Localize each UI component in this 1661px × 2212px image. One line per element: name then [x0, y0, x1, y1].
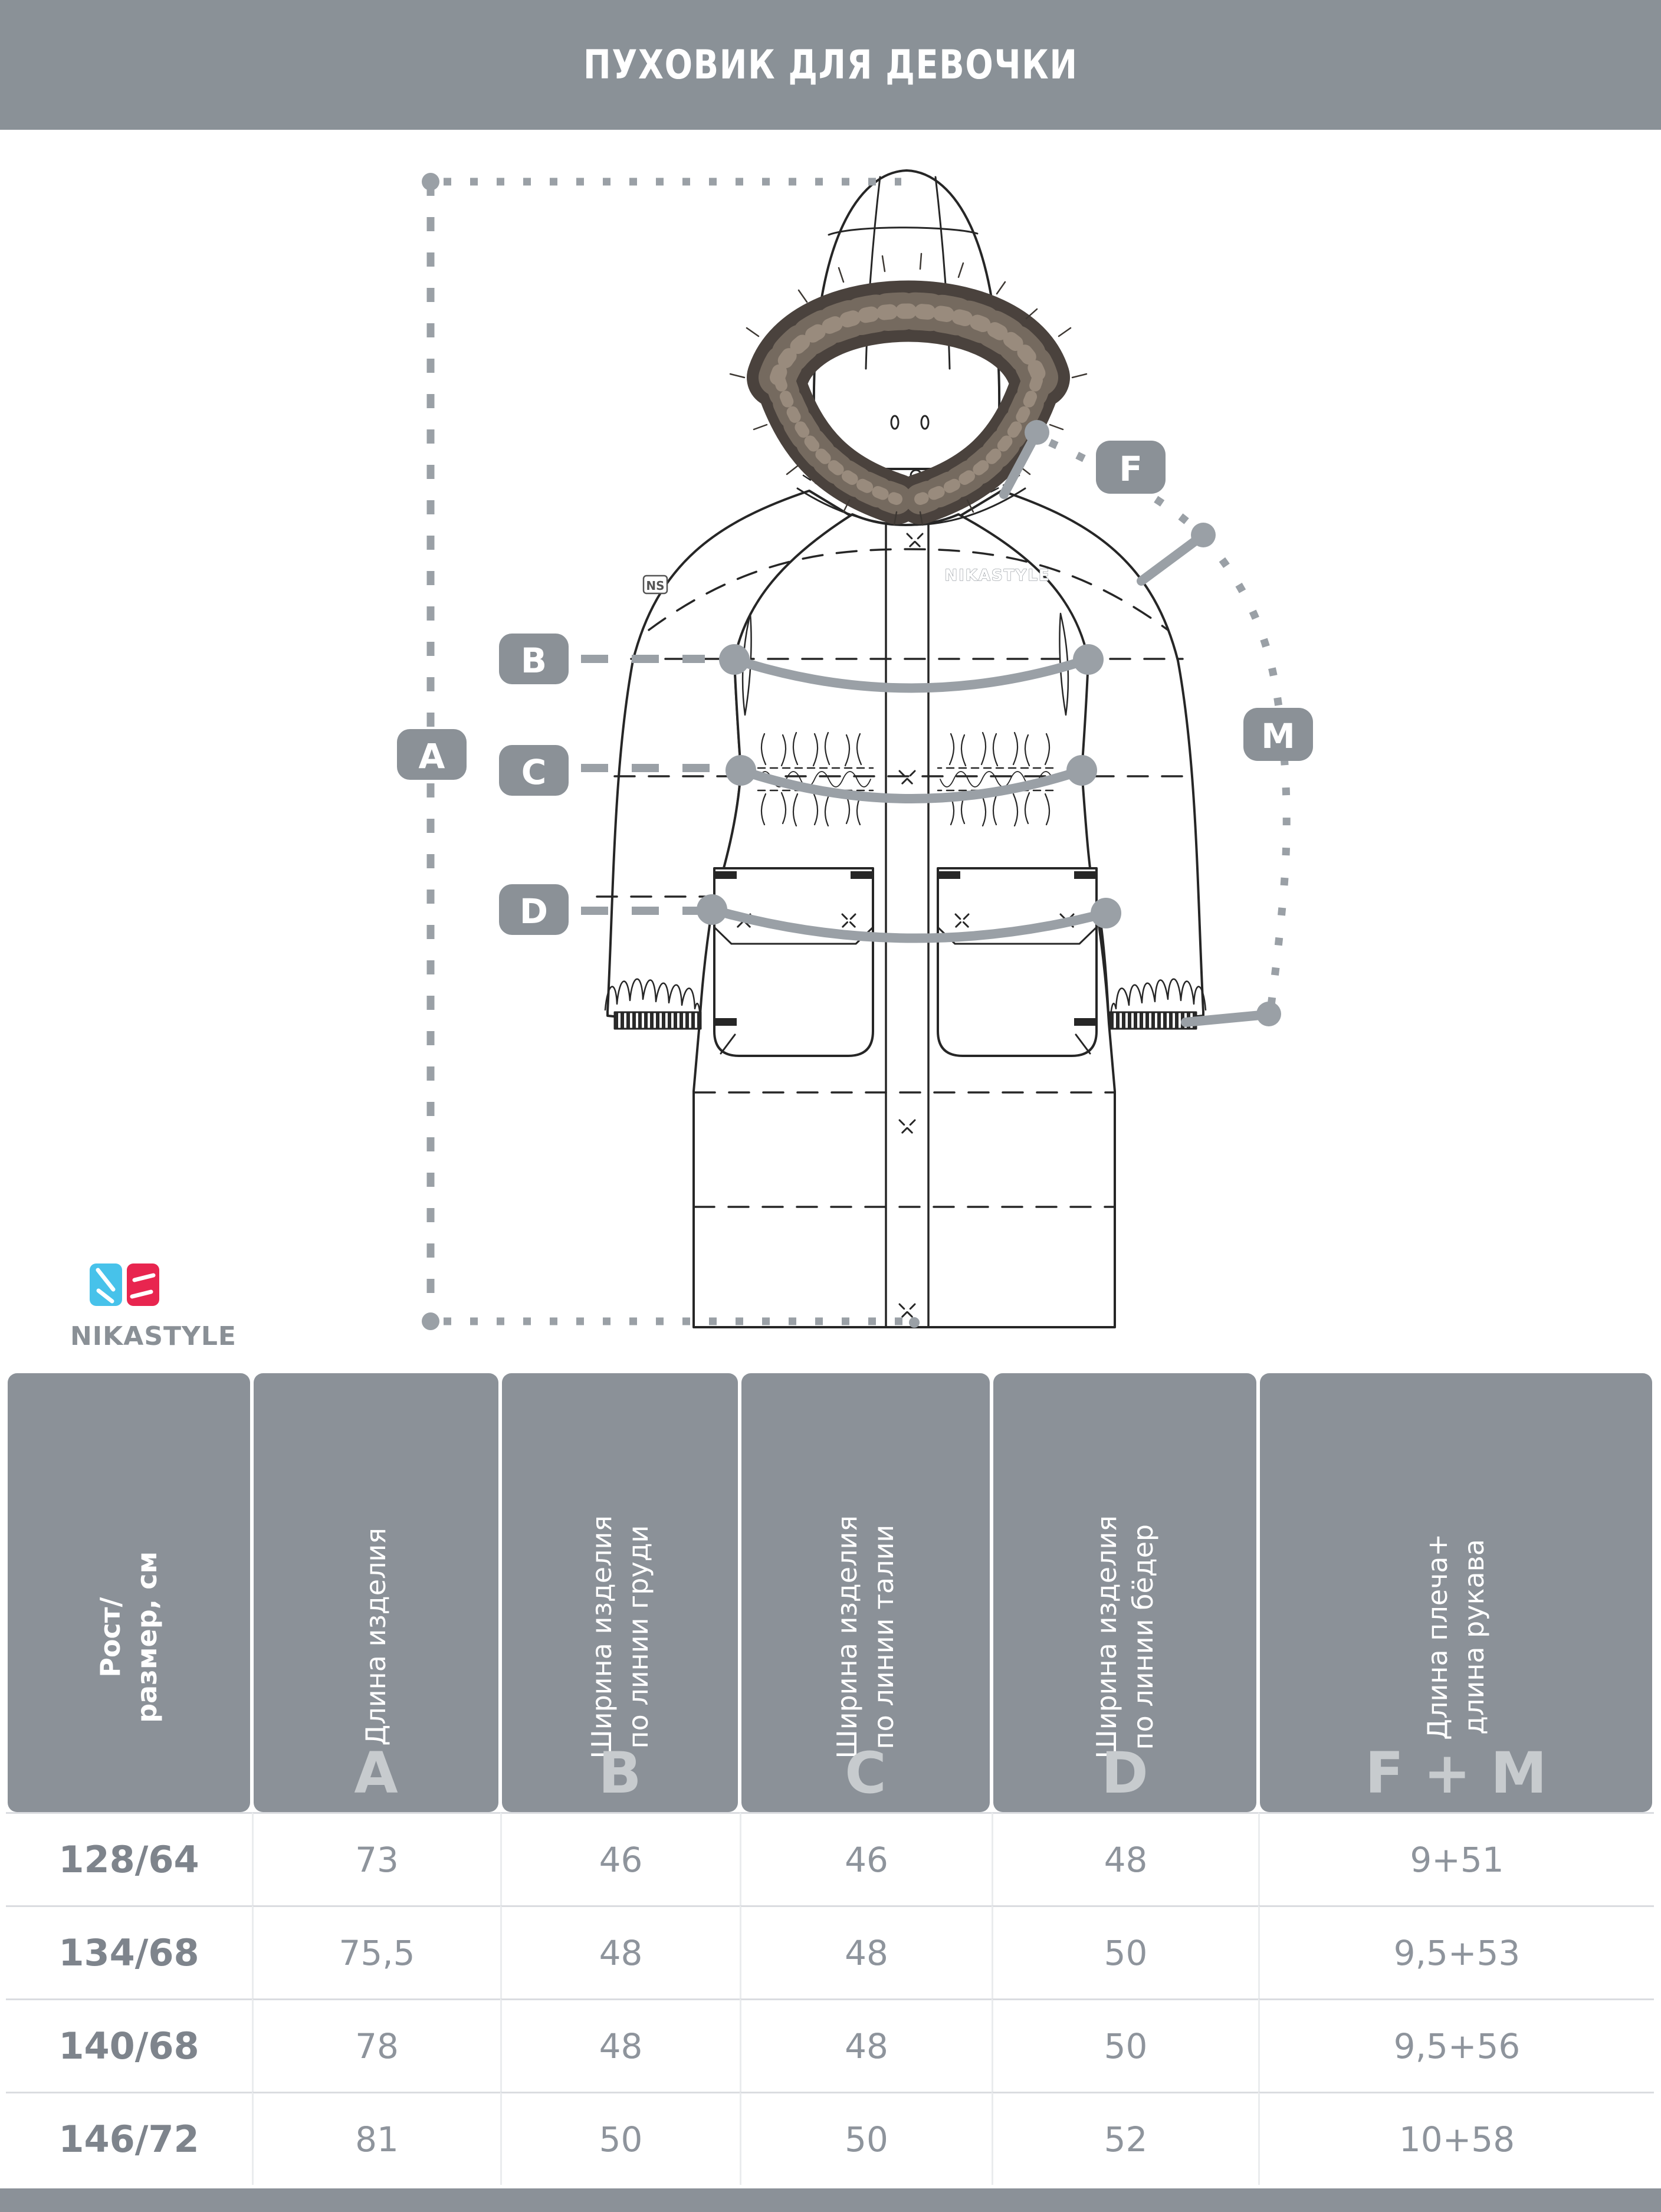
cell-c: 46 [740, 1812, 992, 1905]
label-m: M [1261, 716, 1295, 756]
page-title: ПУХОВИК ДЛЯ ДЕВОЧКИ [583, 41, 1078, 88]
measure-line-shoulder [1141, 537, 1201, 581]
table-header-size [6, 1373, 252, 1812]
col-b-line2: по линии груди [622, 1525, 654, 1749]
cell-c: 48 [740, 1998, 992, 2092]
logo-blue-square [90, 1263, 122, 1306]
col-d-line2: по линии бёдер [1127, 1524, 1159, 1750]
col-fm-line2: длина рукава [1458, 1539, 1491, 1735]
table-header-d [992, 1373, 1258, 1812]
cell-a: 81 [252, 2092, 500, 2185]
cell-b: 48 [500, 1998, 740, 2092]
table-header-c [740, 1373, 992, 1812]
cell-fm: 9,5+56 [1258, 1998, 1654, 2092]
col-fm-line1: Длина плеча+ [1422, 1534, 1454, 1740]
cell-b: 50 [500, 2092, 740, 2185]
corner-line2: размер, см [131, 1551, 163, 1723]
col-a-letter: A [354, 1740, 398, 1806]
cell-c: 48 [740, 1905, 992, 1998]
col-b-letter: B [598, 1740, 642, 1806]
col-fm-letter: F + M [1365, 1740, 1547, 1806]
coat-sketch [597, 170, 1206, 1327]
cell-c: 50 [740, 2092, 992, 2185]
row-size: 146/72 [6, 2092, 252, 2185]
cell-fm: 10+58 [1258, 2092, 1654, 2185]
cell-a: 78 [252, 1998, 500, 2092]
corner-line1: Рост/ [94, 1596, 127, 1678]
chest-brand-text: NIKASTYLE [944, 567, 1051, 585]
cell-b: 46 [500, 1812, 740, 1905]
cell-d: 48 [992, 1812, 1258, 1905]
cell-fm: 9,5+53 [1258, 1905, 1654, 1998]
col-b-line1: Ширина изделия [585, 1515, 618, 1759]
coat-measurement-diagram [0, 130, 1661, 1373]
table-header-a [252, 1373, 500, 1812]
brand-logo-text: NIKASTYLE [70, 1321, 237, 1351]
col-d-letter: D [1101, 1740, 1148, 1806]
ns-patch-text: NS [646, 579, 665, 593]
patch-pocket [714, 868, 873, 1056]
col-a-line1: Длина изделия [360, 1528, 392, 1746]
title-bar [0, 0, 1661, 130]
label-c: C [521, 752, 547, 792]
col-c-line2: по линии талии [868, 1524, 900, 1750]
cell-fm: 9+51 [1258, 1812, 1654, 1905]
label-f: F [1119, 449, 1143, 489]
footer-bar [0, 2188, 1661, 2212]
cell-a: 73 [252, 1812, 500, 1905]
label-d: D [519, 891, 549, 931]
size-table [6, 1373, 1654, 2185]
cell-a: 75,5 [252, 1905, 500, 1998]
brand-logo-marks [90, 1262, 166, 1310]
brand-logo [41, 1259, 265, 1360]
logo-red-square [127, 1263, 159, 1306]
cell-d: 52 [992, 2092, 1258, 2185]
col-d-line1: Ширина изделия [1090, 1515, 1122, 1759]
cell-d: 50 [992, 1905, 1258, 1998]
cell-d: 50 [992, 1998, 1258, 2092]
row-size: 140/68 [6, 1998, 252, 2092]
cell-b: 48 [500, 1905, 740, 1998]
table-header-fm [1258, 1373, 1654, 1812]
row-size: 128/64 [6, 1812, 252, 1905]
row-size: 134/68 [6, 1905, 252, 1998]
ns-sleeve-patch [644, 576, 667, 593]
label-a: A [418, 736, 445, 776]
col-c-letter: C [845, 1740, 887, 1806]
table-header-b [500, 1373, 740, 1812]
col-c-line1: Ширина изделия [831, 1515, 864, 1759]
label-b: B [520, 641, 547, 681]
